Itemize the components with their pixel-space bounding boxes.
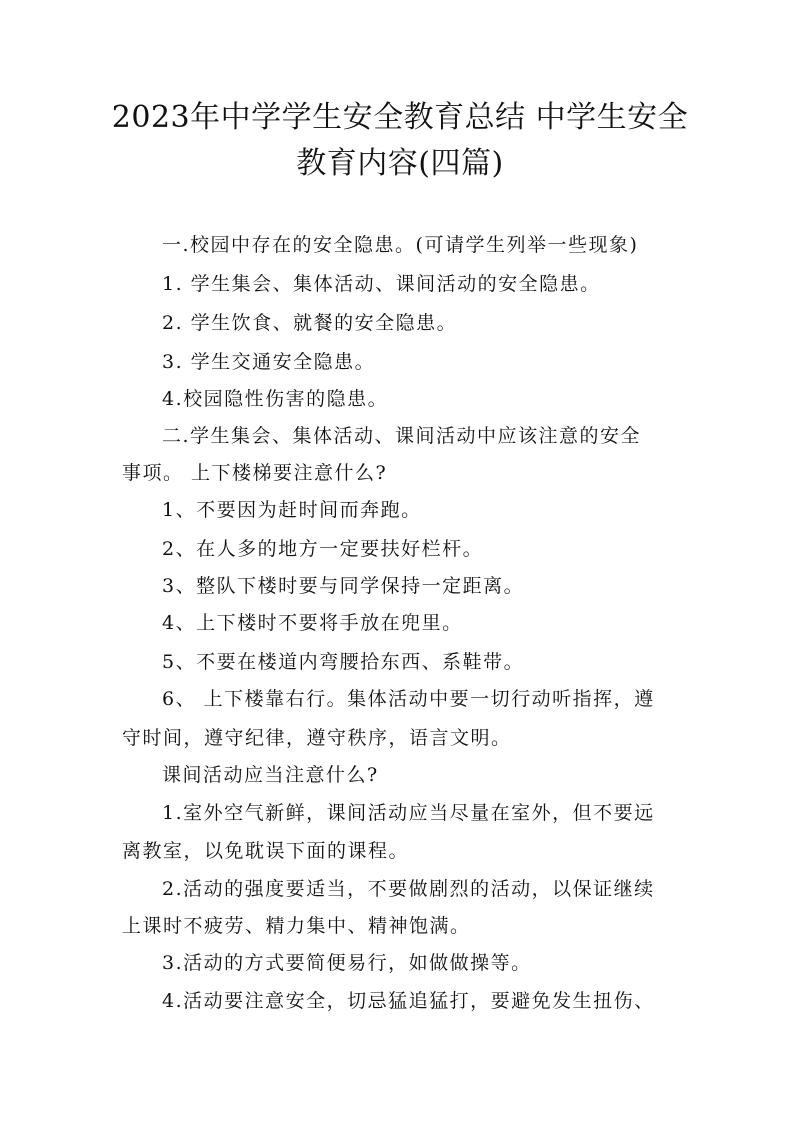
- body-line: 1.室外空气新鲜，课间活动应当尽量在室外，但不要远: [162, 802, 655, 824]
- body-line: 1. 学生集会、集体活动、课间活动的安全隐患。: [162, 273, 601, 295]
- body-line: 事项。 上下楼梯要注意什么?: [122, 462, 388, 484]
- body-line: 2、在人多的地方一定要扶好栏杆。: [162, 538, 484, 560]
- body-line: 5、不要在楼道内弯腰拾东西、系鞋带。: [162, 651, 525, 673]
- body-line: 6、 上下楼靠右行。集体活动中要一切行动听指挥，遵: [162, 688, 655, 710]
- body-line: 离教室，以免耽误下面的课程。: [122, 840, 410, 862]
- body-line: 4、上下楼时不要将手放在兜里。: [162, 612, 463, 634]
- body-line: 2.活动的强度要适当，不要做剧烈的活动，以保证继续: [162, 878, 655, 900]
- body-line: 3. 学生交通安全隐患。: [162, 351, 376, 373]
- body-line: 上课时不疲劳、精力集中、精神饱满。: [122, 915, 471, 937]
- body-line: 3.活动的方式要简便易行，如做做操等。: [162, 952, 532, 974]
- body-line: 1、不要因为赶时间而奔跑。: [162, 499, 422, 521]
- body-line: 4.活动要注意安全，切忌猛追猛打，要避免发生扭伤、: [162, 990, 655, 1012]
- body-line: 守时间，遵守纪律，遵守秩序，语言文明。: [122, 727, 512, 749]
- body-line: 2. 学生饮食、就餐的安全隐患。: [162, 312, 458, 334]
- body-line: 3、整队下楼时要与同学保持一定距离。: [162, 575, 525, 597]
- body-line: 一.校园中存在的安全隐患。(可请学生列举一些现象): [162, 234, 639, 256]
- body-line: 二.学生集会、集体活动、课间活动中应该注意的安全: [162, 425, 642, 447]
- document-title-line-2: 教育内容(四篇): [296, 146, 504, 181]
- body-line: 4.校园隐性伤害的隐患。: [162, 388, 389, 410]
- body-line: 课间活动应当注意什么?: [162, 764, 379, 786]
- document-title-line-1: 2023年中学学生安全教育总结 中学生安全: [111, 100, 689, 135]
